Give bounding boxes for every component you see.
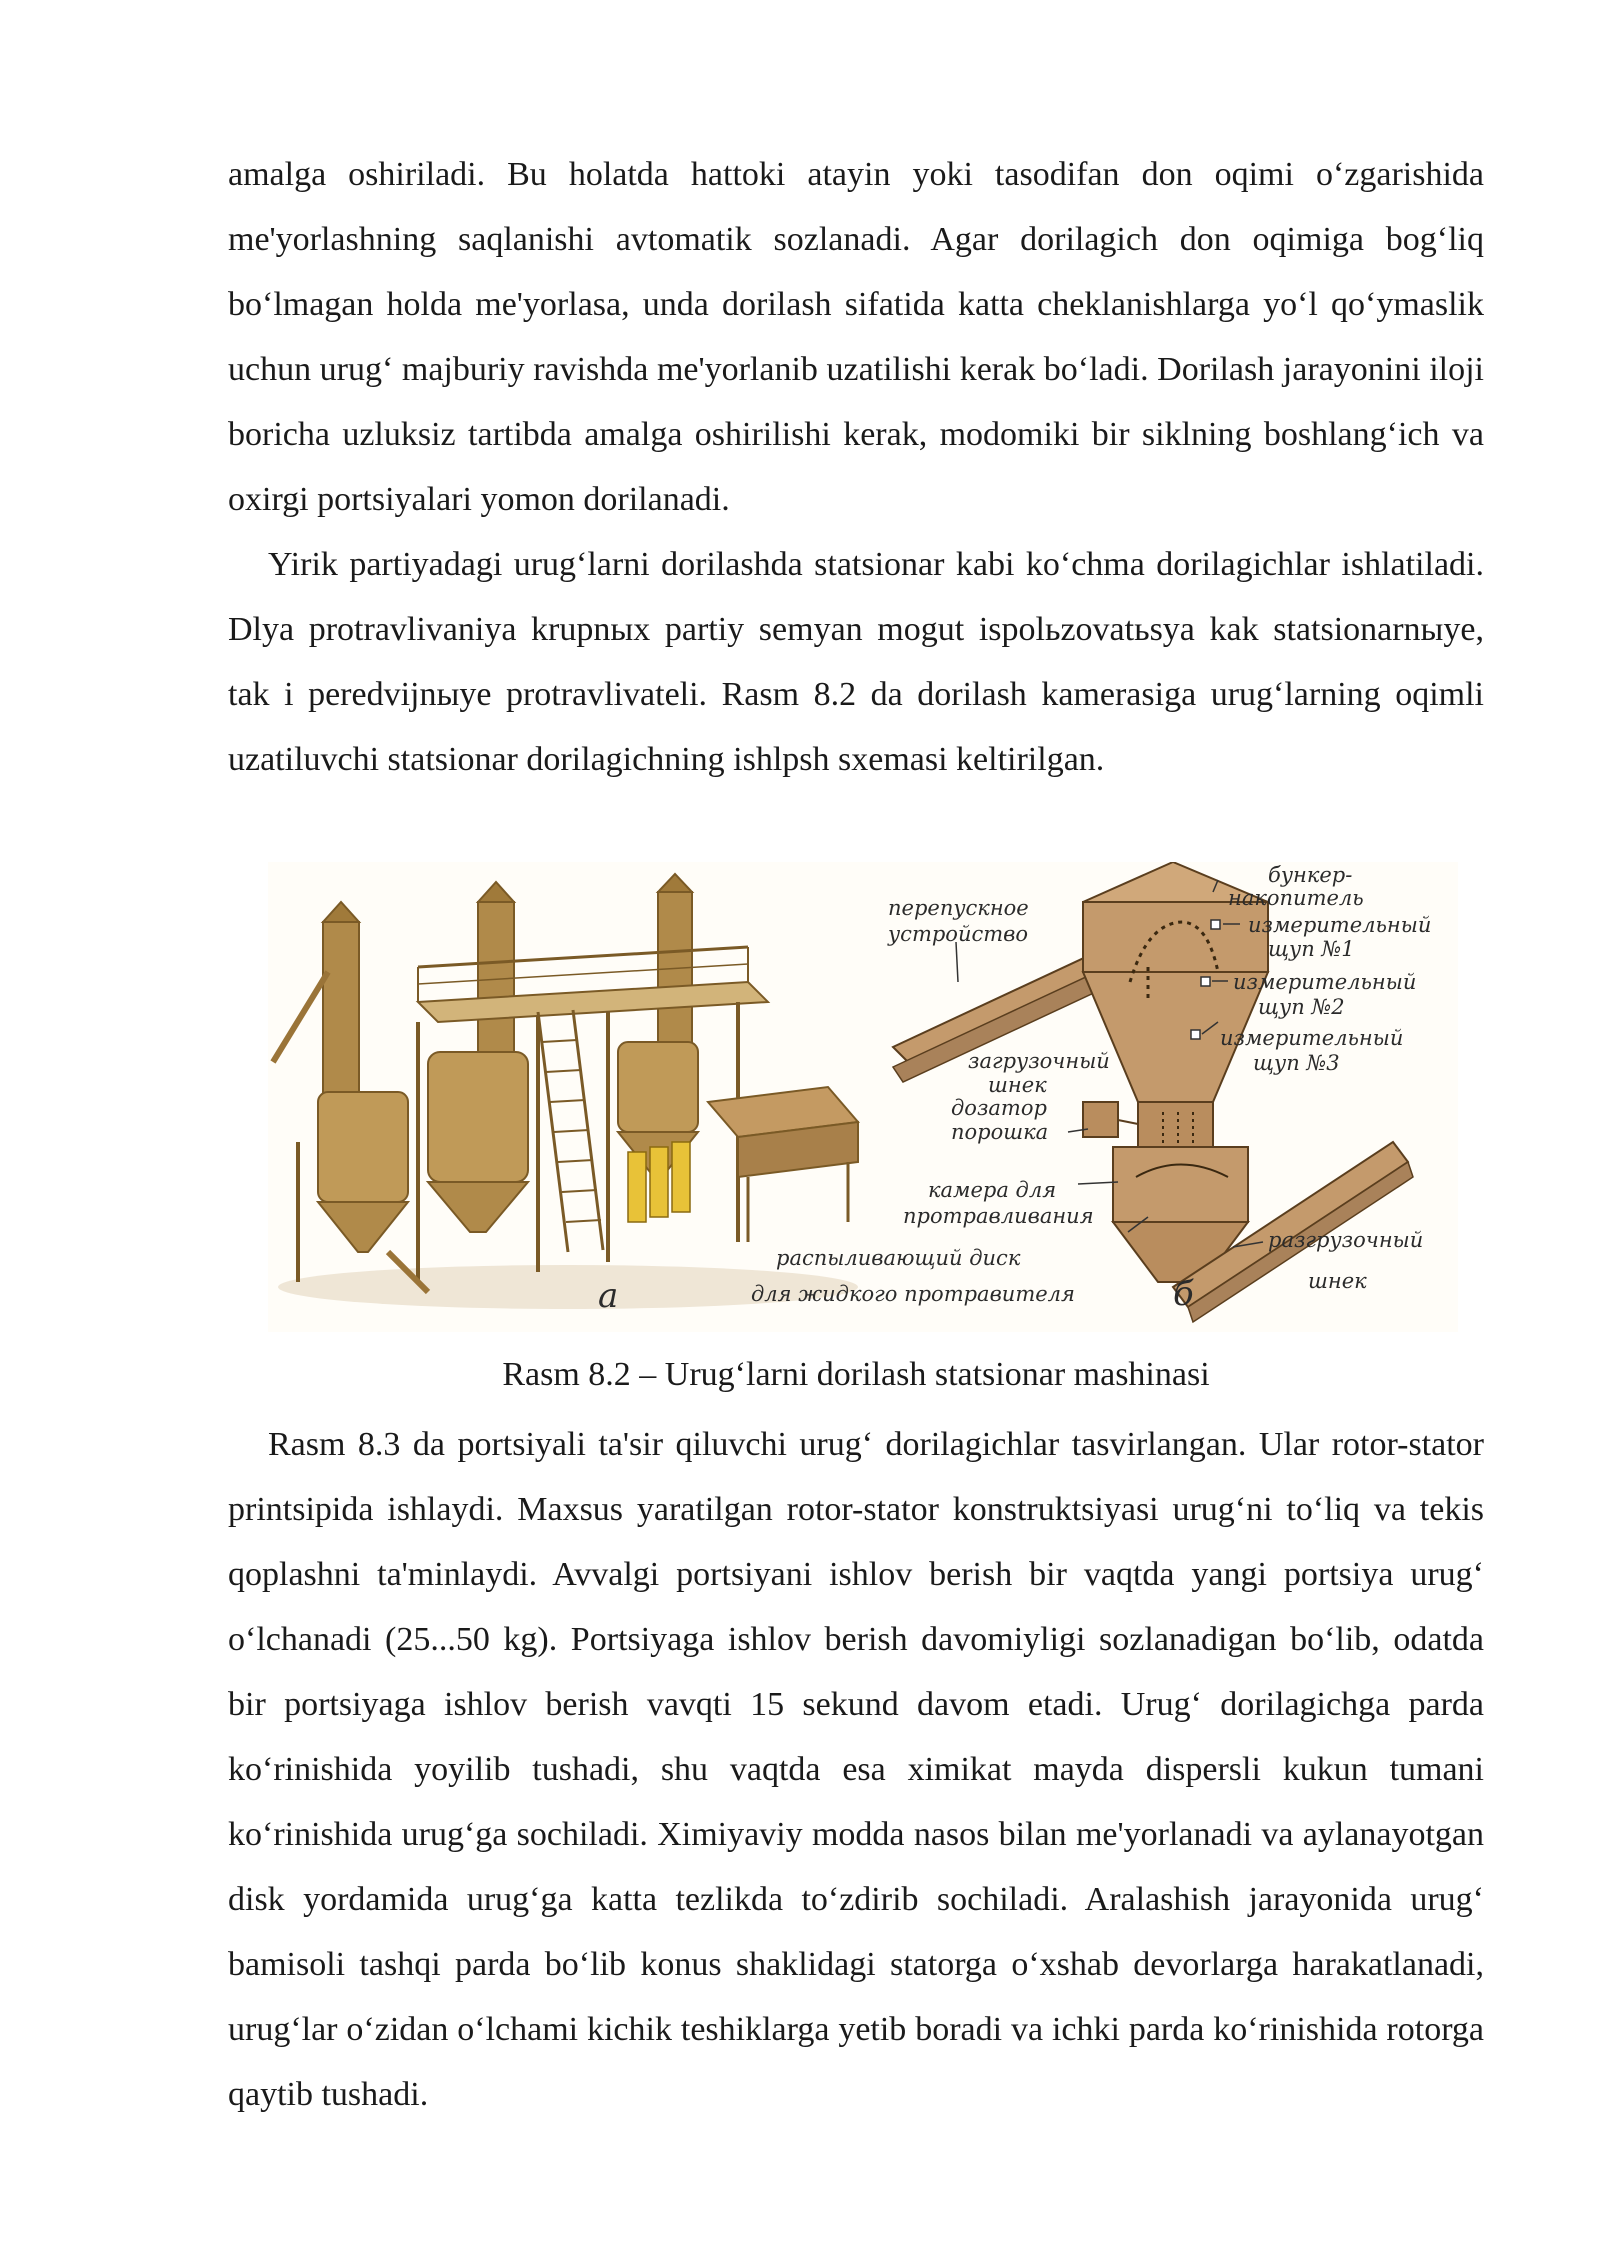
- label-disk-line2: для жидкого протравителя: [751, 1282, 1075, 1306]
- label-unload-screw-line1: разгрузочный: [1268, 1228, 1424, 1252]
- label-chamber-line1: камера для: [928, 1178, 1057, 1202]
- figure-caption: Rasm 8.2 – Urug‘larni dorilash statsionar mashinasi: [502, 1356, 1210, 1393]
- paragraph-2: [228, 532, 1484, 792]
- label-unload-screw-line2: шнек: [1308, 1269, 1367, 1293]
- label-doser-line2: порошка: [951, 1120, 1049, 1144]
- label-chamber-line2: протравливания: [903, 1204, 1094, 1228]
- paragraph-2-text: Yirik partiyadagi urug‘larni dorilashda statsionar kabi ko‘chma dorilagichlar ishlatiladi. Dlya protravlivaniya krupnых partiy semyan mogut ispolьzovatьsya kak statsionarnыye, tak i peredvijnыye protravlivateli. Rasm 8.2 da dorilash kamerasiga urug‘larning oqimli uzatiluvchi statsionar dorilagichning ishlpsh sxemasi keltirilgan.: [228, 546, 1484, 778]
- label-probe2-line2: щуп №2: [1258, 995, 1345, 1019]
- paragraph-1: [228, 142, 1484, 532]
- panel-a-letter: а: [598, 1276, 619, 1316]
- label-load-screw-line2: шнек: [988, 1073, 1047, 1097]
- label-probe3-line2: щуп №3: [1253, 1051, 1340, 1075]
- label-probe1-line2: щуп №1: [1268, 937, 1355, 961]
- label-doser-line1: дозатор: [951, 1096, 1047, 1120]
- label-probe2-line1: измерительный: [1233, 970, 1417, 994]
- label-disk-line1: распыливающий диск: [776, 1246, 1021, 1270]
- paragraph-3: [228, 1412, 1484, 2127]
- panel-b-letter: б: [1173, 1274, 1194, 1314]
- label-bypass-line1: перепускное: [888, 896, 1029, 920]
- label-bypass-line2: устройство: [888, 922, 1029, 946]
- label-bunker-line1: бункер-: [1268, 863, 1353, 887]
- label-probe1-line1: измерительный: [1248, 913, 1432, 937]
- paragraph-3-text: Rasm 8.3 da portsiyali ta'sir qiluvchi urug‘ dorilagichlar tasvirlangan. Ular rotor-stator printsipida ishlaydi. Maxsus yaratilgan rotor-stator konstruktsiyasi urug‘ni to‘liq va tekis qoplashni ta'minlaydi. Avvalgi portsiyani ishlov berish bir vaqtda yangi portsiya urug‘ o‘lchanadi (25...50 kg). Portsiyaga ishlov berish davomiyligi sozlanadigan bo‘lib, odatda bir portsiyaga ishlov berish vavqti 15 sekund davom etadi. Urug‘ dorilagichga parda ko‘rinishida yoyilib tushadi, shu vaqtda esa ximikat mayda dispersli kukun tumani ko‘rinishida urug‘ga sochiladi. Ximiyaviy modda nasos bilan me'yorlanadi va aylanayotgan disk yordamida urug‘ga katta tezlikda to‘zdirib sochiladi. Aralashish jarayonida urug‘ bamisoli tashqi parda bo‘lib konus shaklidagi statorga o‘xshab devorlarga harakatlanadi, urug‘lar o‘zidan o‘lchami kichik teshiklarga yetib boradi va ichki parda ko‘rinishida rotorga qaytib tushadi.: [228, 1426, 1484, 2113]
- figure-8-2: [268, 862, 1458, 1332]
- paragraph-1-text: amalga oshiriladi. Bu holatda hattoki atayin yoki tasodifan don oqimi o‘zgarishida me'yorlashning saqlanishi avtomatik sozlanadi. Agar dorilagich don oqimiga bog‘liq bo‘lmagan holda me'yorlasa, unda dorilash sifatida katta cheklanishlarga yo‘l qo‘ymaslik uchun urug‘ majburiy ravishda me'yorlanib uzatilishi kerak bo‘ladi. Dorilash jarayonini iloji boricha uzluksiz tartibda amalga oshirilishi kerak, modomiki bir siklning boshlang‘ich va oxirgi portsiyalari yomon dorilanadi.: [228, 156, 1484, 518]
- label-bunker-line2: накопитель: [1228, 886, 1364, 910]
- label-load-screw-line1: загрузочный: [968, 1049, 1110, 1073]
- figure-illustration: [268, 862, 1458, 1332]
- label-probe3-line1: измерительный: [1220, 1026, 1404, 1050]
